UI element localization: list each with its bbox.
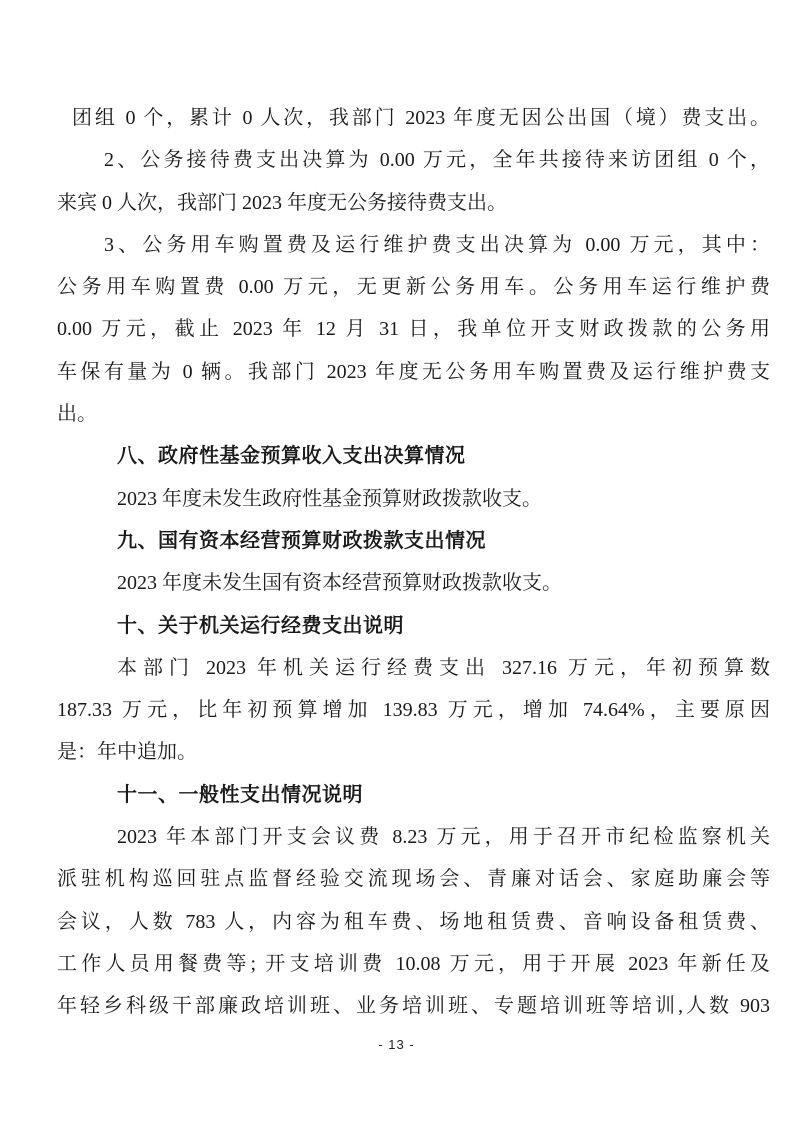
- paragraph-line: 公务用车购置费 0.00 万元，无更新公务用车。公务用车运行维护费: [57, 276, 770, 299]
- paragraph-line: 出。: [57, 403, 97, 426]
- section-heading: 八、政府性基金预算收入支出决算情况: [117, 445, 466, 468]
- document-body: [57, 97, 770, 1028]
- paragraph-line: 2023 年本部门开支会议费 8.23 万元，用于召开市纪检监察机关: [117, 826, 770, 849]
- paragraph-line: 0.00 万元，截止 2023 年 12 月 31 日，我单位开支财政拨款的公务用: [57, 318, 770, 341]
- paragraph-line: 3、公务用车购置费及运行维护费支出决算为 0.00 万元，其中：: [104, 233, 770, 256]
- paragraph-line: 来宾 0 人次，我部门 2023 年度无公务接待费支出。: [57, 191, 507, 214]
- section-heading: 十一、一般性支出情况说明: [117, 783, 363, 806]
- paragraph-line: 车保有量为 0 辆。我部门 2023 年度无公务用车购置费及运行维护费支: [57, 360, 770, 383]
- paragraph-line: 2023 年度未发生政府性基金预算财政拨款收支。: [117, 487, 542, 510]
- section-heading: 九、国有资本经营预算财政拨款支出情况: [117, 529, 486, 552]
- paragraph-line: 2023 年度未发生国有资本经营预算财政拨款收支。: [117, 572, 562, 595]
- paragraph-line: 187.33 万元，比年初预算增加 139.83 万元，增加 74.64%，主要原因: [57, 699, 770, 722]
- paragraph-line: 本部门 2023 年机关运行经费支出 327.16 万元，年初预算数: [117, 656, 770, 679]
- paragraph-line: 团组 0 个，累计 0 人次，我部门 2023 年度无因公出国（境）费支出。: [72, 107, 770, 129]
- paragraph-line: 是：年中追加。: [57, 741, 197, 764]
- paragraph-line: 会议，人数 783 人，内容为租车费、场地租赁费、音响设备租赁费、: [57, 910, 770, 933]
- paragraph-line: 年轻乡科级干部廉政培训班、业务培训班、专题培训班等培训,人数 903: [57, 995, 770, 1018]
- page-number: - 13 -: [378, 1037, 415, 1052]
- paragraph-line: 工作人员用餐费等; 开支培训费 10.08 万元，用于开展 2023 年新任及: [57, 952, 770, 975]
- section-heading: 十、关于机关运行经费支出说明: [117, 614, 404, 637]
- paragraph-line: 2、公务接待费支出决算为 0.00 万元，全年共接待来访团组 0 个，: [104, 149, 770, 172]
- paragraph-line: 派驻机构巡回驻点监督经验交流现场会、青廉对话会、家庭助廉会等: [57, 868, 770, 891]
